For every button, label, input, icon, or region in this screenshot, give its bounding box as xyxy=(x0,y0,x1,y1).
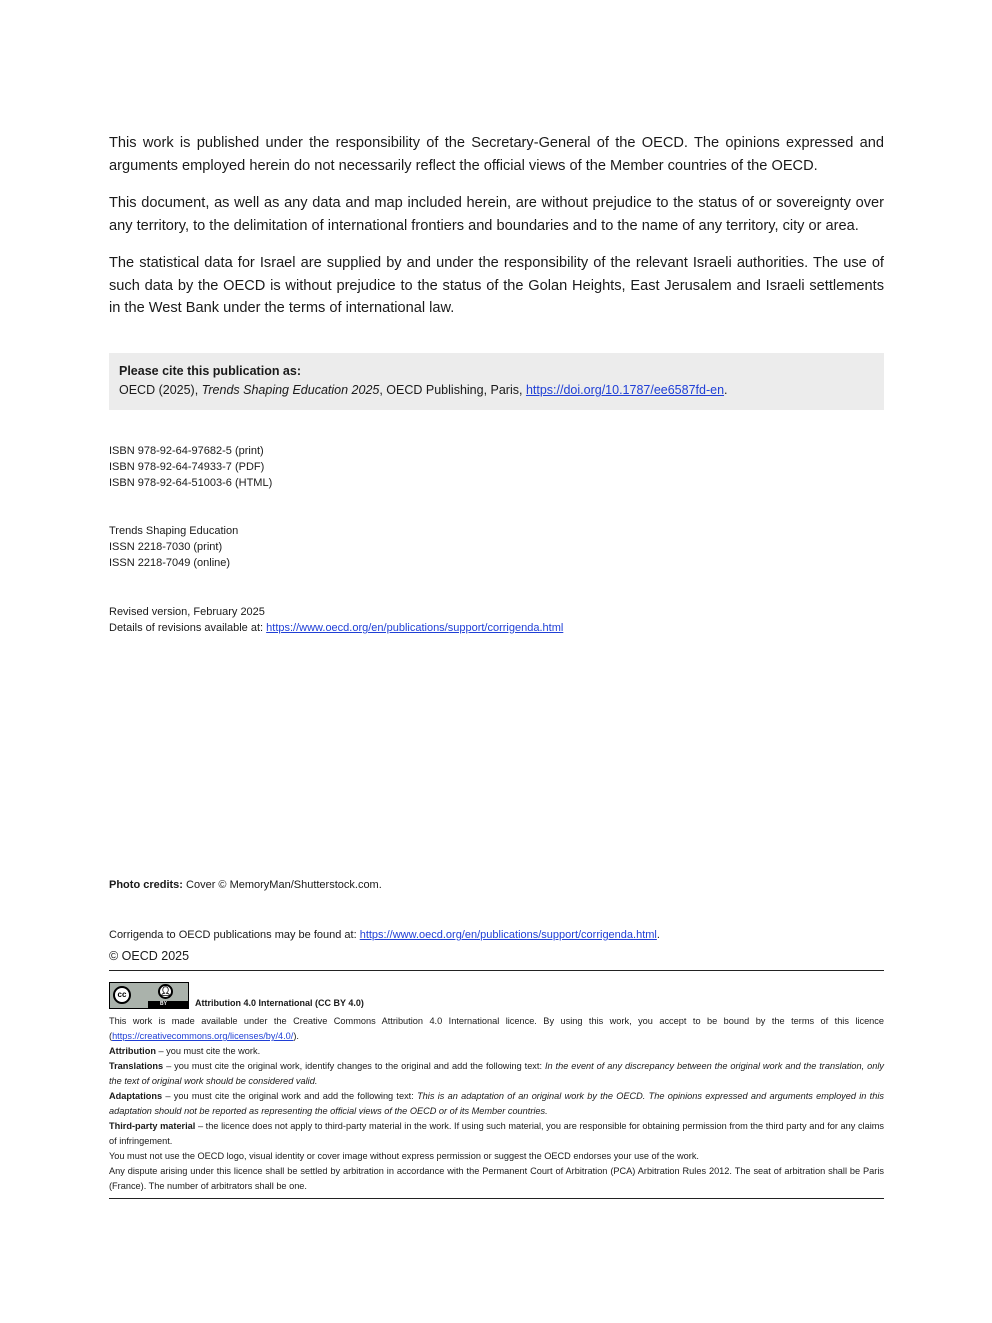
cc-licence-header xyxy=(109,982,364,1009)
translations-italic: In the event of any discrepancy between the original work and the translation, only the text of original work should be considered valid. xyxy=(109,1061,884,1086)
isbn-print: ISBN 978-92-64-97682-5 (print) xyxy=(109,445,264,457)
revision-details-link[interactable]: https://www.oecd.org/en/publications/support/corrigenda.html xyxy=(266,622,564,634)
series-name: Trends Shaping Education xyxy=(109,525,239,537)
licence-logo: You must not use the OECD logo, visual identity or cover image without express permission or suggest the OECD endorses your use of the work. xyxy=(109,1151,699,1161)
isbn-block xyxy=(109,443,272,491)
citation-end: . xyxy=(724,383,728,397)
licence-adaptations xyxy=(109,1089,884,1119)
corrigenda-prefix: Corrigenda to OECD publications may be found at: xyxy=(109,929,360,941)
licence-intro xyxy=(109,1014,884,1044)
isbn-pdf: ISBN 978-92-64-74933-7 (PDF) xyxy=(109,461,265,473)
third-party-text: – the licence does not apply to third-party material in the work. If using such material, you are responsible for obtaining permission from the third party and for any claims of infringement. xyxy=(109,1121,884,1146)
photo-credits-text: Cover © MemoryMan/Shutterstock.com. xyxy=(182,879,382,891)
divider-bottom xyxy=(109,1198,884,1199)
corrigenda-line xyxy=(109,927,660,943)
citation-book-title: Trends Shaping Education 2025 xyxy=(201,383,380,397)
licence-heading: Attribution 4.0 International (CC BY 4.0) xyxy=(195,998,364,1008)
disclaimer-paragraph-1: This work is published under the responsibility of the Secretary-General of the OECD. The opinions expressed and arguments employed herein do not necessarily reflect the official views of the Member countries of the OECD. xyxy=(109,135,884,174)
divider-top xyxy=(109,970,884,971)
issn-online: ISSN 2218-7049 (online) xyxy=(109,557,231,569)
citation-prefix: OECD (2025), xyxy=(119,383,202,397)
citation-suffix: , OECD Publishing, Paris, xyxy=(379,383,526,397)
by-label: BY xyxy=(160,1001,167,1007)
licence-third-party xyxy=(109,1119,884,1149)
attribution-label: Attribution xyxy=(109,1046,156,1056)
citation-text xyxy=(119,379,874,401)
citation-doi-link[interactable]: https://doi.org/10.1787/ee6587fd-en xyxy=(525,383,725,397)
attribution-text: – you must cite the work. xyxy=(155,1046,261,1056)
licence-dispute: Any dispute arising under this licence shall be settled by arbitration in accordance with the Permanent Court of Arbitration (PCA) Arbitration Rules 2012. The seat of arbitration shall be Paris (France). The number of arbitrators shall be one. xyxy=(109,1166,884,1191)
disclaimer-paragraph-3: The statistical data for Israel are supplied by and under the responsibility of the relevant Israeli authorities. The use of such data by the OECD is without prejudice to the status of the Golan Heights, East Jerusalem and Israeli settlements in the West Bank under the terms of international law. xyxy=(109,255,884,316)
isbn-html: ISBN 978-92-64-51003-6 (HTML) xyxy=(109,477,273,489)
revision-block xyxy=(109,604,563,636)
revision-details xyxy=(109,620,563,636)
adaptations-italic: This is an adaptation of an original work by the OECD. The opinions expressed and arguments employed in this adaptation should not be reported as representing the official views of the OECD or of its Member countries. xyxy=(109,1091,884,1116)
licence-attribution xyxy=(109,1044,884,1059)
by-bar xyxy=(148,1001,188,1008)
licence-intro-text: This work is made available under the Creative Commons Attribution 4.0 International licence. By using this work, you accept to be bound by the terms of this licence ( xyxy=(109,1016,884,1041)
corrigenda-end: . xyxy=(656,929,660,941)
revision-version: Revised version, February 2025 xyxy=(109,606,265,618)
copyright-line: © OECD 2025 xyxy=(109,949,190,963)
cc-icon: cc xyxy=(113,986,131,1004)
corrigenda-link[interactable]: https://www.oecd.org/en/publications/support/corrigenda.html xyxy=(359,929,657,941)
adaptations-text: – you must cite the original work and add the following text: xyxy=(162,1091,418,1101)
translations-label: Translations xyxy=(109,1061,164,1071)
cc-by-badge xyxy=(109,982,189,1009)
series-block xyxy=(109,523,238,571)
third-party-label: Third-party material xyxy=(109,1121,196,1131)
photo-credits xyxy=(109,877,382,893)
licence-intro-end: ). xyxy=(293,1031,299,1041)
photo-credits-label: Photo credits: xyxy=(109,879,183,891)
licence-url-link[interactable]: https://creativecommons.org/licenses/by/4.0/ xyxy=(112,1031,294,1041)
citation-box xyxy=(109,353,884,410)
person-icon: 👤︎ xyxy=(158,984,173,999)
revision-details-prefix: Details of revisions available at: xyxy=(109,622,267,634)
issn-print: ISSN 2218-7030 (print) xyxy=(109,541,223,553)
licence-translations xyxy=(109,1059,884,1089)
licence-terms xyxy=(109,1014,884,1194)
disclaimer-paragraph-2: This document, as well as any data and map included herein, are without prejudice to the status of or sovereignty over any territory, to the delimitation of international frontiers and boundaries and to the name of any territory, city or area. xyxy=(109,195,884,234)
translations-text: – you must cite the original work, identify changes to the original and add the following text: xyxy=(163,1061,545,1071)
adaptations-label: Adaptations xyxy=(109,1091,163,1101)
citation-title: Please cite this publication as: xyxy=(119,364,302,378)
